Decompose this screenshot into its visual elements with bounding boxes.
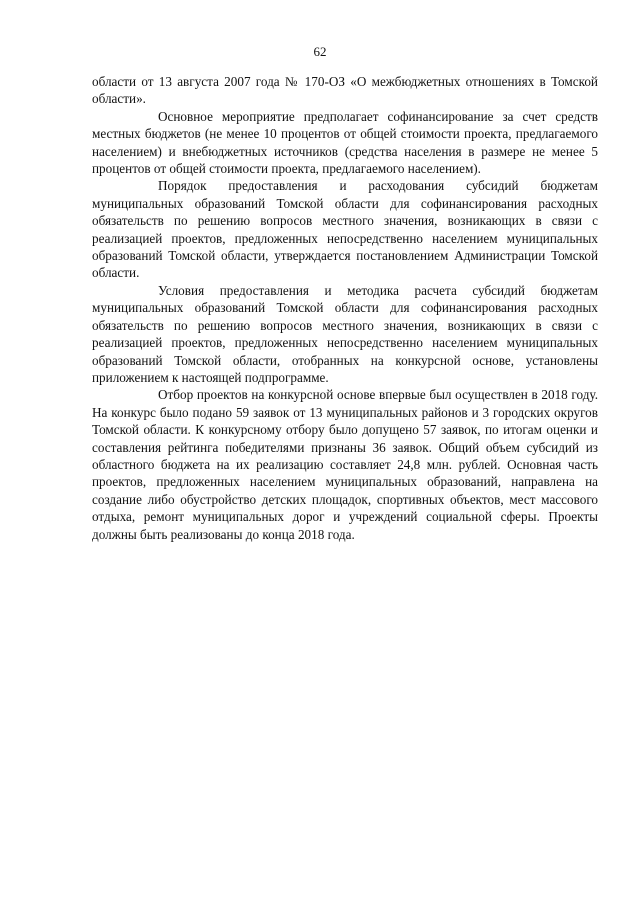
paragraph-4: Условия предоставления и методика расчета субсидий бюджетам муниципальных образований Томской области для софинансирования расходных обязательств по решению вопросов местного значения, возникающих в связи с реализацией проектов, предложенных непосредственно населением муниципальных образований Томской области, отобранных на конкурсной основе, установлены приложением к настоящей подпрограмме. [92,282,598,385]
paragraph-3: Порядок предоставления и расходования субсидий бюджетам муниципальных образований Томской области для софинансирования расходных обязательств по решению вопросов местного значения, возникающих в связи с реализацией проектов, предложенных непосредственно населением муниципальных образований Томской области, утверждается постановлением Администрации Томской области. [92,178,598,281]
paragraph-5: Отбор проектов на конкурсной основе впервые был осуществлен в 2018 году. На конкурс было подано 59 заявок от 13 муниципальных районов и 3 городских округов Томской области. К конкурсному отбору было допущено 57 заявок, по итогам оценки и составления рейтинга победителями признаны 36 заявок. Общий объем субсидий из областного бюджета на их реализацию составляет 24,8 млн. рублей. Основная часть проектов, предложенных населением муниципальных образований, направлена на создание либо обустройство детских площадок, спортивных объектов, мест массового отдыха, ремонт муниципальных дорог и учреждений социальной сферы. Проекты должны быть реализованы до конца 2018 года. [92,387,598,542]
page-number: 62 [313,44,327,59]
paragraph-2: Основное мероприятие предполагает софинансирование за счет средств местных бюджетов (не менее 10 процентов от общей стоимости проекта, предлагаемого населением) и внебюджетных источников (средства населения в размере не менее 5 процентов от общей стоимости проекта, предлагаемого населением). [92,108,598,177]
document-body [92,73,598,543]
paragraph-1: области от 13 августа 2007 года № 170-ОЗ «О межбюджетных отношениях в Томской области». [92,74,598,107]
